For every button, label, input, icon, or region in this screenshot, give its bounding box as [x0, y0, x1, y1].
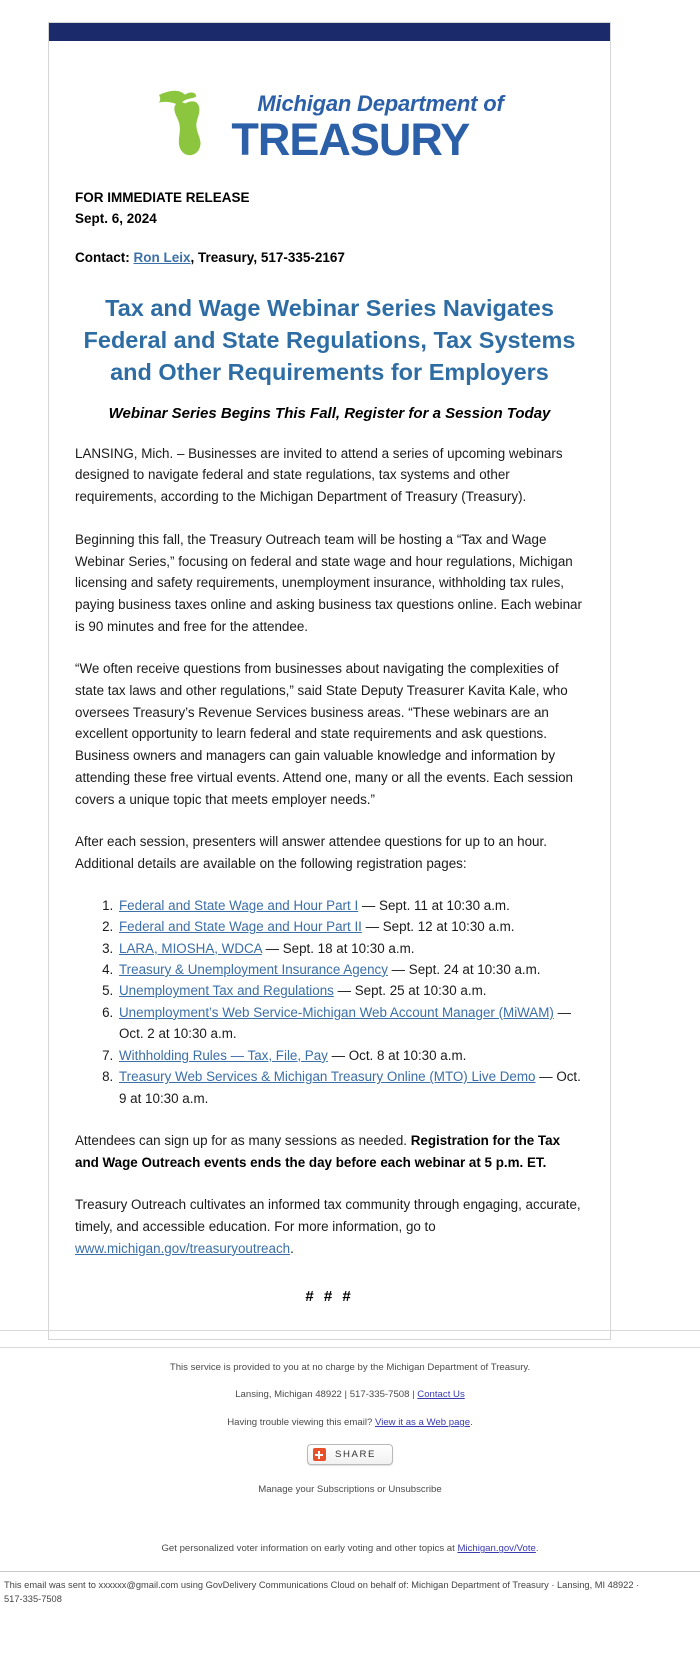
session-detail: — Sept. 18 at 10:30 a.m.	[261, 940, 415, 956]
contact-detail: , Treasury, 517-335-2167	[190, 249, 345, 265]
session-detail: — Oct. 8 at 10:30 a.m.	[327, 1047, 467, 1063]
address-line	[0, 1388, 700, 1402]
list-item	[117, 1002, 584, 1045]
share-button-label: SHARE	[334, 1449, 377, 1461]
view-as-web-page-link[interactable]: View it as a Web page	[374, 1416, 471, 1428]
email-body	[49, 41, 610, 1339]
delivery-note-line-1: This email was sent to xxxxxx@gmail.com using GovDelivery Communications Cloud on behalf of: Michigan Department of Treasury · Lansing, MI 48922 ·	[4, 1580, 640, 1591]
contact-line	[75, 250, 584, 265]
list-item	[117, 959, 584, 980]
paragraph-5-bold: Registration for the Tax and Wage Outreach events ends the day before each webinar at 5 p.m. ET.	[75, 1133, 561, 1170]
paragraph-4: After each session, presenters will answer attendee questions for up to an hour. Additional details are available on the following registration pages:	[75, 834, 547, 871]
treasury-logo	[75, 41, 584, 188]
session-detail: — Sept. 25 at 10:30 a.m.	[333, 983, 487, 999]
list-item	[117, 1066, 584, 1109]
session-detail: — Oct. 2 at 10:30 a.m.	[119, 1004, 571, 1042]
manage-subscriptions-link[interactable]: Manage your Subscriptions or Unsubscribe	[258, 1484, 442, 1496]
view-web-page-line	[0, 1416, 700, 1430]
session-link[interactable]: Federal and State Wage and Hour Part I	[119, 897, 359, 913]
share-button[interactable]	[307, 1444, 393, 1465]
session-registration-list	[75, 895, 584, 1109]
session-detail: — Sept. 12 at 10:30 a.m.	[361, 919, 515, 935]
page-title: Tax and Wage Webinar Series Navigates Federal and State Regulations, Tax Systems and Other Requirements for Employers	[83, 294, 576, 385]
paragraph-3: “We often receive questions from businesses about navigating the complexities of state tax laws and other regulations,” said State Deputy Treasurer Kavita Kale, who oversees Treasury’s Revenue Services business areas. “These webinars are an excellent opportunity to learn federal and state requirements and ask questions. Business owners and managers can gain valuable knowledge and information by attending these free virtual events. Attend one, many or all the events. Each session covers a unique topic that meets employer needs.”	[75, 661, 573, 807]
email-card	[48, 22, 611, 1340]
session-link[interactable]: Federal and State Wage and Hour Part II	[119, 919, 362, 935]
session-link[interactable]: Withholding Rules — Tax, File, Pay	[119, 1047, 328, 1063]
subheadline: Webinar Series Begins This Fall, Register for a Session Today	[108, 404, 551, 422]
paragraph-6	[75, 1194, 584, 1259]
end-marker: # # #	[305, 1287, 354, 1305]
delivery-note	[0, 1572, 700, 1606]
share-button-wrap	[0, 1430, 700, 1466]
trouble-suffix: .	[470, 1416, 473, 1428]
paragraph-6-plain: Treasury Outreach cultivates an informed tax community through engaging, accurate, timely, and accessible education. For more information, go to	[75, 1197, 581, 1235]
address-text: Lansing, Michigan 48922 | 517-335-7508 |	[235, 1389, 418, 1401]
voter-info-line	[0, 1543, 700, 1554]
paragraph-5-plain: Attendees can sign up for as many sessions as needed.	[75, 1133, 411, 1149]
voter-info-text: Get personalized voter information on early voting and other topics at	[161, 1543, 458, 1555]
voter-info-suffix: .	[535, 1543, 539, 1555]
session-link[interactable]: LARA, MIOSHA, WDCA	[119, 940, 262, 956]
delivery-note-line-2: 517-335-7508	[4, 1593, 62, 1604]
release-date: Sept. 6, 2024	[75, 210, 157, 226]
michigan-state-outline-icon	[155, 81, 227, 162]
contact-us-link[interactable]: Contact Us	[417, 1389, 465, 1401]
session-link[interactable]: Unemployment’s Web Service-Michigan Web Account Manager (MiWAM)	[119, 1004, 554, 1020]
session-link[interactable]: Treasury Web Services & Michigan Treasury Online (MTO) Live Demo	[119, 1069, 536, 1085]
list-item	[117, 916, 584, 937]
paragraph-1: LANSING, Mich. – Businesses are invited to attend a series of upcoming webinars designed to navigate federal and state regulations, tax systems and other requirements, according to the Michigan Department of Treasury (Treasury).	[75, 445, 563, 505]
contact-label: Contact:	[75, 249, 130, 265]
paragraph-2: Beginning this fall, the Treasury Outreach team will be hosting a “Tax and Wage Webinar Series,” focusing on federal and state wage and hour regulations, Michigan licensing and safety requirements, unemployment insurance, withholding tax rules, paying business taxes online and asking business tax questions online. Each webinar is 90 minutes and free for the attendee.	[75, 531, 582, 634]
session-detail: — Sept. 24 at 10:30 a.m.	[387, 961, 541, 977]
session-detail: — Sept. 11 at 10:30 a.m.	[358, 897, 510, 913]
footer-divider-second	[0, 1347, 700, 1348]
list-item	[117, 1045, 584, 1066]
session-link[interactable]: Unemployment Tax and Regulations	[119, 983, 334, 999]
logo-line-2: TREASURY	[231, 114, 470, 165]
for-immediate-release: FOR IMMEDIATE RELEASE	[75, 190, 250, 205]
list-item	[117, 980, 584, 1001]
top-navy-bar	[49, 23, 610, 41]
plus-square-icon	[313, 1448, 326, 1461]
trouble-text: Having trouble viewing this email?	[227, 1416, 375, 1428]
paragraph-5	[75, 1130, 584, 1173]
session-detail: — Oct. 9 at 10:30 a.m.	[119, 1069, 581, 1106]
contact-name-link[interactable]: Ron Leix	[133, 249, 191, 265]
logo-line-1: Michigan Department of	[257, 91, 504, 116]
michigan-gov-vote-link[interactable]: Michigan.gov/Vote	[457, 1543, 536, 1555]
list-item	[117, 938, 584, 959]
paragraph-6-period: .	[290, 1240, 294, 1256]
service-notice: This service is provided to you at no charge by the Michigan Department of Treasury.	[169, 1362, 531, 1373]
treasury-outreach-link[interactable]: www.michigan.gov/treasuryoutreach	[75, 1240, 291, 1256]
session-link[interactable]: Treasury & Unemployment Insurance Agency	[119, 961, 388, 977]
email-footer	[0, 1330, 700, 1606]
footer-spacer	[0, 1331, 700, 1347]
list-item	[117, 895, 584, 916]
logo-wordmark	[231, 91, 504, 165]
